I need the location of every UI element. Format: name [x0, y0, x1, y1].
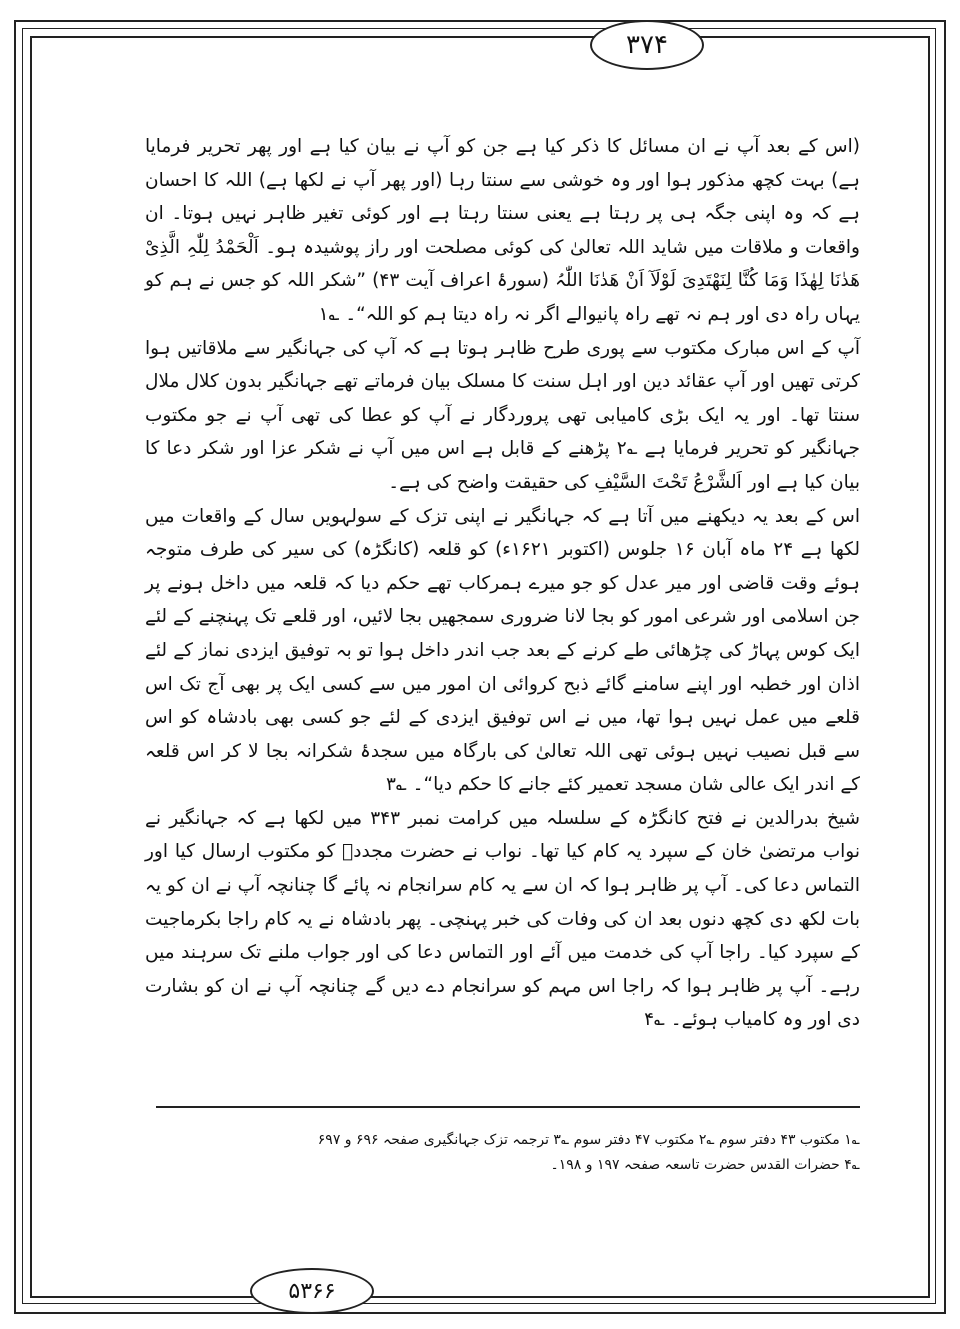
main-text	[145, 130, 860, 1037]
paragraph: آپ کے اس مبارک مکتوب سے پوری طرح ظاہر ہوتا ہے کہ آپ کی جہانگیر سے ملاقاتیں ہوا کرتی تھیں اور آپ عقائد دین اور اہل سنت کا مسلک بیان فرماتے تھے جہانگیر بدون کلال ملال سنتا تھا۔ اور یہ ایک بڑی کامیابی تھی پروردگار نے آپ کو عطا کی تھی آپ نے جو مکتوب جہانگیر کو تحریر فرمایا ہے ؎۲ پڑھنے کے قابل ہے اس میں آپ نے شکر عزا اور شکر دعا کا بیان کیا ہے اور اَلشَّرْعُ تَحْتَ السَّیْفِ کی حقیقت واضح کی ہے۔	[145, 337, 860, 493]
footnote-line: ؎۴ حضرات القدس حضرت تاسعہ صفحہ ۱۹۷ و ۱۹۸۔	[550, 1157, 860, 1173]
footer-number: ۵۳۶۶	[250, 1268, 374, 1314]
paragraph: (اس کے بعد آپ نے ان مسائل کا ذکر کیا ہے جن کو آپ نے بیان کیا ہے اور پھر تحریر فرمایا ہے) بہت کچھ مذکور ہوا اور وہ خوشی سے سنتا رہا (اور پھر آپ نے لکھا ہے) اللہ کا احسان ہے کہ وہ اپنی جگہ ہی پر رہتا ہے یعنی سنتا رہتا ہے اور کوئی تغیر ظاہر نہیں ہوتا۔ ان واقعات و ملاقات میں شاید اللہ تعالیٰ کی کوئی مصلحت اور راز پوشیدہ ہو۔ اَلْحَمْدُ لِلّٰہِ الَّذِیْ ھَدٰنَا لِھٰذَا وَمَا کُنَّا لِنَھْتَدِیَ لَوْلَآ اَنْ ھَدٰنَا اللّٰہُ (سورۂ اعراف آیت ۴۳) ”شکر اللہ کو جس نے ہم کو یہاں راہ دی اور ہم نہ تھے راہ پانیوالے اگر نہ راہ دیتا ہم کو اللہ“۔ ؎۱	[145, 136, 860, 325]
paragraph: شیخ بدرالدین نے فتح کانگڑہ کے سلسلہ میں کرامت نمبر ۳۴۳ میں لکھا ہے کہ جہانگیر نے نواب مرتضیٰ خان کے سپرد یہ کام کیا تھا۔ نواب نے حضرت مجددؒ کو مکتوب ارسال کیا اور التماس دعا کی۔ آپ پر ظاہر ہوا کہ ان سے یہ کام سرانجام نہ پائے گا چنانچہ آپ نے ان کو یہ بات لکھ دی کچھ دنوں بعد ان کی وفات کی خبر پہنچی۔ پھر بادشاہ نے یہ کام راجا بکرماجیت کے سپرد کیا۔ راجا آپ کی خدمت میں آئے اور التماس دعا کی اور جواب ملنے تک سرہند میں رہے۔ آپ پر ظاہر ہوا کہ راجا اس مہم کو سرانجام دے دیں گے چنانچہ آپ نے ان کو بشارت دی اور وہ کامیاب ہوئے۔ ؎۴	[145, 807, 860, 1031]
footnote-divider	[156, 1106, 860, 1108]
paragraph: اس کے بعد یہ دیکھنے میں آتا ہے کہ جہانگیر نے اپنی تزک کے سولہویں سال کے واقعات میں لکھا ہے ۲۴ ماہ آبان ۱۶ جلوس (اکتوبر ۱۶۲۱ء) کو قلعہ (کانگڑہ) کی سیر کی طرف متوجہ ہوئے وقت قاضی اور میر عدل کو جو میرے ہمرکاب تھے حکم دیا کہ قلعہ میں داخل ہونے پر جن اسلامی اور شرعی امور کو بجا لانا ضروری سمجھیں بجا لائیں، اور قلعے تک پہنچنے کے لئے ایک کوس پہاڑ کی چڑھائی طے کرنے کے بعد جب اندر داخل ہوا تو بہ توفیق ایزدی نماز کے لئے اذان اور خطبہ اور اپنے سامنے گائے ذبح کروائی ان امور میں سے کسی ایک پر بھی آج تک اس قلعے میں عمل نہیں ہوا تھا، میں نے اس توفیق ایزدی کے لئے جو کسی بھی بادشاہ کو اس سے قبل نصیب نہیں ہوئی تھی اللہ تعالیٰ کی بارگاہ میں سجدۂ شکرانہ بجا لا کر اس قلعہ کے اندر ایک عالی شان مسجد تعمیر کئے جانے کا حکم دیا“۔ ؎۳	[145, 505, 860, 796]
footnotes	[300, 1128, 860, 1178]
footnote-line: ؎۱ مکتوب ۴۳ دفتر سوم ؎۲ مکتوب ۴۷ دفتر سوم ؎۳ ترجمہ تزک جہانگیری صفحہ ۶۹۶ و ۶۹۷	[317, 1132, 860, 1148]
page-number: ۳۷۴	[590, 20, 704, 70]
